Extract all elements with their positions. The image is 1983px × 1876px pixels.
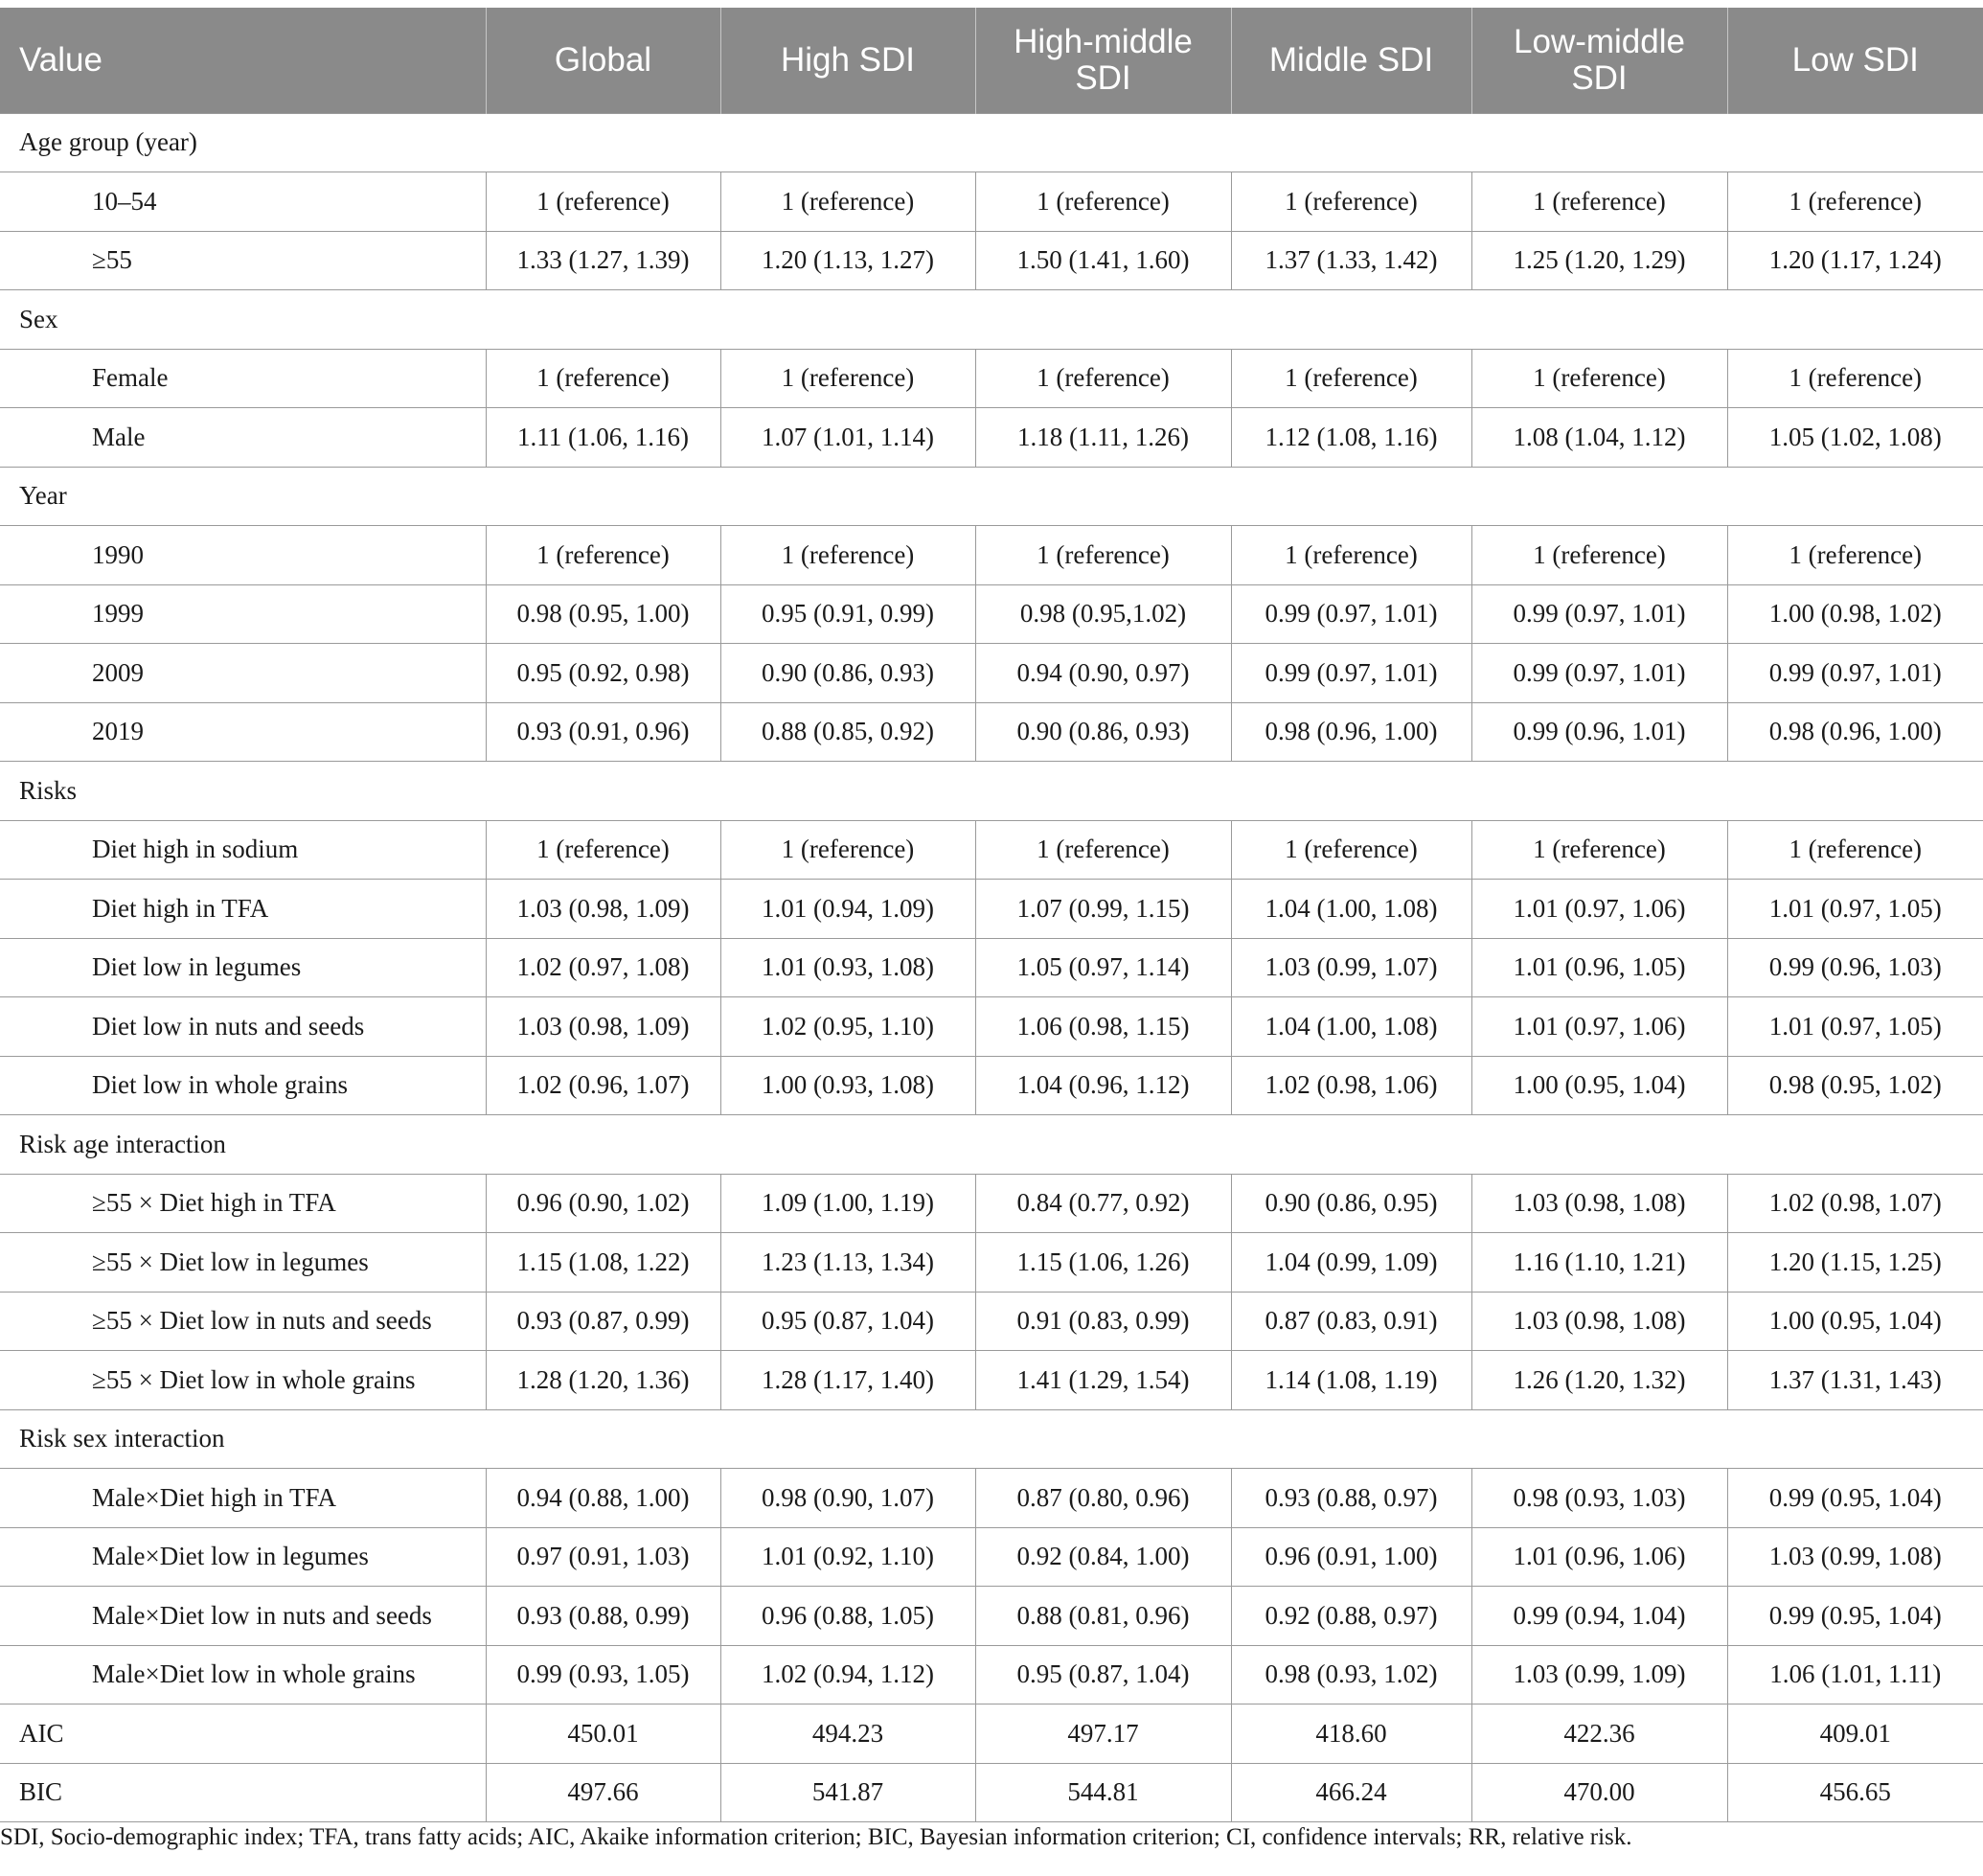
table-row bbox=[0, 644, 1983, 703]
cell-value: 0.94 (0.88, 1.00) bbox=[486, 1469, 720, 1528]
cell-value: 1 (reference) bbox=[975, 820, 1231, 880]
cell-value: 494.23 bbox=[720, 1704, 975, 1764]
table-row bbox=[0, 1233, 1983, 1293]
cell-value: 1.33 (1.27, 1.39) bbox=[486, 231, 720, 290]
table-row bbox=[0, 1763, 1983, 1822]
row-label: Male bbox=[0, 408, 486, 468]
cell-value: 1.06 (1.01, 1.11) bbox=[1727, 1645, 1983, 1704]
cell-value: 1.41 (1.29, 1.54) bbox=[975, 1351, 1231, 1410]
cell-value: 497.17 bbox=[975, 1704, 1231, 1764]
table-row bbox=[0, 702, 1983, 762]
cell-value: 1.16 (1.10, 1.21) bbox=[1471, 1233, 1727, 1293]
table-row bbox=[0, 1292, 1983, 1351]
cell-value: 1.04 (0.96, 1.12) bbox=[975, 1056, 1231, 1115]
cell-value: 1.00 (0.95, 1.04) bbox=[1471, 1056, 1727, 1115]
table-row bbox=[0, 1645, 1983, 1704]
cell-value: 1.11 (1.06, 1.16) bbox=[486, 408, 720, 468]
cell-value: 0.99 (0.96, 1.03) bbox=[1727, 938, 1983, 997]
cell-value: 1.04 (1.00, 1.08) bbox=[1231, 997, 1471, 1057]
table-row bbox=[0, 349, 1983, 408]
cell-value: 0.99 (0.94, 1.04) bbox=[1471, 1587, 1727, 1646]
results-table bbox=[0, 8, 1983, 1822]
cell-value: 1.00 (0.93, 1.08) bbox=[720, 1056, 975, 1115]
row-label: Diet high in TFA bbox=[0, 880, 486, 939]
cell-value: 0.88 (0.85, 0.92) bbox=[720, 702, 975, 762]
cell-value: 1.04 (1.00, 1.08) bbox=[1231, 880, 1471, 939]
cell-value: 1 (reference) bbox=[1231, 172, 1471, 232]
row-label: AIC bbox=[0, 1704, 486, 1764]
cell-value: 1.23 (1.13, 1.34) bbox=[720, 1233, 975, 1293]
cell-value: 466.24 bbox=[1231, 1763, 1471, 1822]
header-low-middle-sdi: Low-middle SDI bbox=[1471, 8, 1727, 113]
row-label: Male×Diet low in legumes bbox=[0, 1527, 486, 1587]
header-value: Value bbox=[0, 8, 486, 113]
cell-value: 1.08 (1.04, 1.12) bbox=[1471, 408, 1727, 468]
cell-value: 1 (reference) bbox=[720, 820, 975, 880]
table-row bbox=[0, 1704, 1983, 1764]
row-label: Diet low in whole grains bbox=[0, 1056, 486, 1115]
cell-value: 1 (reference) bbox=[1471, 172, 1727, 232]
cell-value: 1 (reference) bbox=[486, 349, 720, 408]
cell-value: 0.93 (0.91, 0.96) bbox=[486, 702, 720, 762]
cell-value: 1.06 (0.98, 1.15) bbox=[975, 997, 1231, 1057]
cell-value: 0.99 (0.96, 1.01) bbox=[1471, 702, 1727, 762]
cell-value: 0.95 (0.87, 1.04) bbox=[975, 1645, 1231, 1704]
row-label: Female bbox=[0, 349, 486, 408]
section-label: Risks bbox=[0, 762, 1983, 821]
cell-value: 1 (reference) bbox=[720, 526, 975, 585]
section-row bbox=[0, 1115, 1983, 1175]
cell-value: 0.95 (0.92, 0.98) bbox=[486, 644, 720, 703]
cell-value: 1.12 (1.08, 1.16) bbox=[1231, 408, 1471, 468]
cell-value: 1 (reference) bbox=[486, 172, 720, 232]
cell-value: 1.03 (0.98, 1.09) bbox=[486, 997, 720, 1057]
table-row bbox=[0, 1587, 1983, 1646]
cell-value: 1.01 (0.96, 1.06) bbox=[1471, 1527, 1727, 1587]
row-label: 1990 bbox=[0, 526, 486, 585]
cell-value: 1.05 (0.97, 1.14) bbox=[975, 938, 1231, 997]
cell-value: 0.88 (0.81, 0.96) bbox=[975, 1587, 1231, 1646]
row-label: 2009 bbox=[0, 644, 486, 703]
cell-value: 1.26 (1.20, 1.32) bbox=[1471, 1351, 1727, 1410]
cell-value: 1 (reference) bbox=[1231, 820, 1471, 880]
table-row bbox=[0, 526, 1983, 585]
header-middle-sdi: Middle SDI bbox=[1231, 8, 1471, 113]
cell-value: 1.15 (1.08, 1.22) bbox=[486, 1233, 720, 1293]
cell-value: 0.99 (0.97, 1.01) bbox=[1231, 584, 1471, 644]
cell-value: 0.87 (0.80, 0.96) bbox=[975, 1469, 1231, 1528]
cell-value: 1.04 (0.99, 1.09) bbox=[1231, 1233, 1471, 1293]
cell-value: 1.09 (1.00, 1.19) bbox=[720, 1174, 975, 1233]
cell-value: 1.03 (0.98, 1.08) bbox=[1471, 1292, 1727, 1351]
row-label: Diet low in nuts and seeds bbox=[0, 997, 486, 1057]
row-label: 1999 bbox=[0, 584, 486, 644]
section-row bbox=[0, 290, 1983, 350]
cell-value: 1 (reference) bbox=[1471, 820, 1727, 880]
cell-value: 0.99 (0.97, 1.01) bbox=[1231, 644, 1471, 703]
cell-value: 0.95 (0.87, 1.04) bbox=[720, 1292, 975, 1351]
cell-value: 418.60 bbox=[1231, 1704, 1471, 1764]
cell-value: 1 (reference) bbox=[975, 526, 1231, 585]
header-low-sdi: Low SDI bbox=[1727, 8, 1983, 113]
row-label: Diet low in legumes bbox=[0, 938, 486, 997]
row-label: Male×Diet low in whole grains bbox=[0, 1645, 486, 1704]
table-row bbox=[0, 1056, 1983, 1115]
cell-value: 0.99 (0.97, 1.01) bbox=[1471, 584, 1727, 644]
cell-value: 497.66 bbox=[486, 1763, 720, 1822]
table-row bbox=[0, 172, 1983, 232]
cell-value: 1 (reference) bbox=[1231, 349, 1471, 408]
cell-value: 1.03 (0.99, 1.08) bbox=[1727, 1527, 1983, 1587]
section-row bbox=[0, 1409, 1983, 1469]
cell-value: 1.00 (0.95, 1.04) bbox=[1727, 1292, 1983, 1351]
cell-value: 0.98 (0.90, 1.07) bbox=[720, 1469, 975, 1528]
cell-value: 0.98 (0.93, 1.03) bbox=[1471, 1469, 1727, 1528]
cell-value: 1.20 (1.17, 1.24) bbox=[1727, 231, 1983, 290]
cell-value: 1 (reference) bbox=[1727, 820, 1983, 880]
section-label: Age group (year) bbox=[0, 113, 1983, 172]
section-label: Year bbox=[0, 467, 1983, 526]
row-label: 10–54 bbox=[0, 172, 486, 232]
cell-value: 0.93 (0.87, 0.99) bbox=[486, 1292, 720, 1351]
row-label: Male×Diet high in TFA bbox=[0, 1469, 486, 1528]
cell-value: 0.94 (0.90, 0.97) bbox=[975, 644, 1231, 703]
table-header bbox=[0, 8, 1983, 113]
cell-value: 1.50 (1.41, 1.60) bbox=[975, 231, 1231, 290]
cell-value: 1.01 (0.97, 1.06) bbox=[1471, 880, 1727, 939]
cell-value: 0.99 (0.97, 1.01) bbox=[1471, 644, 1727, 703]
cell-value: 0.99 (0.95, 1.04) bbox=[1727, 1469, 1983, 1528]
cell-value: 1.15 (1.06, 1.26) bbox=[975, 1233, 1231, 1293]
cell-value: 1.01 (0.92, 1.10) bbox=[720, 1527, 975, 1587]
cell-value: 1 (reference) bbox=[720, 172, 975, 232]
table-row bbox=[0, 1351, 1983, 1410]
cell-value: 1.01 (0.96, 1.05) bbox=[1471, 938, 1727, 997]
cell-value: 1.02 (0.95, 1.10) bbox=[720, 997, 975, 1057]
row-label: ≥55 × Diet low in whole grains bbox=[0, 1351, 486, 1410]
cell-value: 1 (reference) bbox=[975, 349, 1231, 408]
cell-value: 0.84 (0.77, 0.92) bbox=[975, 1174, 1231, 1233]
cell-value: 1.07 (1.01, 1.14) bbox=[720, 408, 975, 468]
row-label: ≥55 × Diet low in nuts and seeds bbox=[0, 1292, 486, 1351]
cell-value: 0.90 (0.86, 0.93) bbox=[720, 644, 975, 703]
cell-value: 0.87 (0.83, 0.91) bbox=[1231, 1292, 1471, 1351]
cell-value: 1.02 (0.94, 1.12) bbox=[720, 1645, 975, 1704]
cell-value: 0.99 (0.95, 1.04) bbox=[1727, 1587, 1983, 1646]
table-row bbox=[0, 997, 1983, 1057]
cell-value: 1.00 (0.98, 1.02) bbox=[1727, 584, 1983, 644]
cell-value: 1.02 (0.97, 1.08) bbox=[486, 938, 720, 997]
section-label: Risk sex interaction bbox=[0, 1409, 1983, 1469]
table-row bbox=[0, 1174, 1983, 1233]
cell-value: 1.03 (0.99, 1.09) bbox=[1471, 1645, 1727, 1704]
cell-value: 1.01 (0.97, 1.05) bbox=[1727, 997, 1983, 1057]
cell-value: 1 (reference) bbox=[1471, 349, 1727, 408]
cell-value: 1.28 (1.17, 1.40) bbox=[720, 1351, 975, 1410]
section-row bbox=[0, 467, 1983, 526]
cell-value: 0.90 (0.86, 0.95) bbox=[1231, 1174, 1471, 1233]
section-label: Sex bbox=[0, 290, 1983, 350]
table-row bbox=[0, 938, 1983, 997]
cell-value: 1 (reference) bbox=[1727, 526, 1983, 585]
cell-value: 1.01 (0.93, 1.08) bbox=[720, 938, 975, 997]
cell-value: 0.98 (0.95, 1.02) bbox=[1727, 1056, 1983, 1115]
cell-value: 0.98 (0.93, 1.02) bbox=[1231, 1645, 1471, 1704]
cell-value: 409.01 bbox=[1727, 1704, 1983, 1764]
cell-value: 1.37 (1.33, 1.42) bbox=[1231, 231, 1471, 290]
cell-value: 1.18 (1.11, 1.26) bbox=[975, 408, 1231, 468]
cell-value: 456.65 bbox=[1727, 1763, 1983, 1822]
cell-value: 544.81 bbox=[975, 1763, 1231, 1822]
cell-value: 1.02 (0.96, 1.07) bbox=[486, 1056, 720, 1115]
cell-value: 1 (reference) bbox=[486, 526, 720, 585]
cell-value: 0.91 (0.83, 0.99) bbox=[975, 1292, 1231, 1351]
cell-value: 1 (reference) bbox=[1727, 349, 1983, 408]
table-row bbox=[0, 584, 1983, 644]
cell-value: 1.02 (0.98, 1.07) bbox=[1727, 1174, 1983, 1233]
section-row bbox=[0, 113, 1983, 172]
row-label: BIC bbox=[0, 1763, 486, 1822]
cell-value: 1.01 (0.97, 1.05) bbox=[1727, 880, 1983, 939]
cell-value: 0.93 (0.88, 0.99) bbox=[486, 1587, 720, 1646]
table-row bbox=[0, 880, 1983, 939]
cell-value: 0.96 (0.90, 1.02) bbox=[486, 1174, 720, 1233]
cell-value: 0.95 (0.91, 0.99) bbox=[720, 584, 975, 644]
header-global: Global bbox=[486, 8, 720, 113]
cell-value: 450.01 bbox=[486, 1704, 720, 1764]
table-row bbox=[0, 408, 1983, 468]
row-label: ≥55 bbox=[0, 231, 486, 290]
cell-value: 0.98 (0.96, 1.00) bbox=[1727, 702, 1983, 762]
cell-value: 1 (reference) bbox=[1471, 526, 1727, 585]
cell-value: 1 (reference) bbox=[1727, 172, 1983, 232]
cell-value: 1.05 (1.02, 1.08) bbox=[1727, 408, 1983, 468]
table-body bbox=[0, 113, 1983, 1822]
section-row bbox=[0, 762, 1983, 821]
cell-value: 0.92 (0.84, 1.00) bbox=[975, 1527, 1231, 1587]
cell-value: 1.03 (0.99, 1.07) bbox=[1231, 938, 1471, 997]
cell-value: 541.87 bbox=[720, 1763, 975, 1822]
cell-value: 0.99 (0.97, 1.01) bbox=[1727, 644, 1983, 703]
cell-value: 470.00 bbox=[1471, 1763, 1727, 1822]
cell-value: 0.92 (0.88, 0.97) bbox=[1231, 1587, 1471, 1646]
header-high-middle-sdi: High-middle SDI bbox=[975, 8, 1231, 113]
cell-value: 0.96 (0.88, 1.05) bbox=[720, 1587, 975, 1646]
table-row bbox=[0, 1469, 1983, 1528]
cell-value: 1.02 (0.98, 1.06) bbox=[1231, 1056, 1471, 1115]
cell-value: 1.03 (0.98, 1.08) bbox=[1471, 1174, 1727, 1233]
row-label: Diet high in sodium bbox=[0, 820, 486, 880]
table-row bbox=[0, 1527, 1983, 1587]
cell-value: 422.36 bbox=[1471, 1704, 1727, 1764]
cell-value: 1.28 (1.20, 1.36) bbox=[486, 1351, 720, 1410]
cell-value: 1.03 (0.98, 1.09) bbox=[486, 880, 720, 939]
cell-value: 0.99 (0.93, 1.05) bbox=[486, 1645, 720, 1704]
cell-value: 1 (reference) bbox=[975, 172, 1231, 232]
cell-value: 0.98 (0.95,1.02) bbox=[975, 584, 1231, 644]
row-label: ≥55 × Diet high in TFA bbox=[0, 1174, 486, 1233]
header-high-sdi: High SDI bbox=[720, 8, 975, 113]
cell-value: 1 (reference) bbox=[1231, 526, 1471, 585]
cell-value: 0.93 (0.88, 0.97) bbox=[1231, 1469, 1471, 1528]
cell-value: 1.07 (0.99, 1.15) bbox=[975, 880, 1231, 939]
table-row bbox=[0, 820, 1983, 880]
cell-value: 1.01 (0.97, 1.06) bbox=[1471, 997, 1727, 1057]
cell-value: 0.90 (0.86, 0.93) bbox=[975, 702, 1231, 762]
cell-value: 1.25 (1.20, 1.29) bbox=[1471, 231, 1727, 290]
cell-value: 1.20 (1.13, 1.27) bbox=[720, 231, 975, 290]
results-table-container bbox=[0, 8, 1983, 1822]
row-label: 2019 bbox=[0, 702, 486, 762]
table-footnote: SDI, Socio-demographic index; TFA, trans fatty acids; AIC, Akaike information criterion; BIC, Bayesian information criterion; CI, confidence intervals; RR, relative risk. bbox=[0, 1824, 1632, 1850]
cell-value: 1 (reference) bbox=[486, 820, 720, 880]
cell-value: 1.01 (0.94, 1.09) bbox=[720, 880, 975, 939]
header-row bbox=[0, 8, 1983, 113]
row-label: ≥55 × Diet low in legumes bbox=[0, 1233, 486, 1293]
cell-value: 1.37 (1.31, 1.43) bbox=[1727, 1351, 1983, 1410]
cell-value: 1.14 (1.08, 1.19) bbox=[1231, 1351, 1471, 1410]
cell-value: 0.96 (0.91, 1.00) bbox=[1231, 1527, 1471, 1587]
table-row bbox=[0, 231, 1983, 290]
cell-value: 0.98 (0.96, 1.00) bbox=[1231, 702, 1471, 762]
section-label: Risk age interaction bbox=[0, 1115, 1983, 1175]
cell-value: 0.98 (0.95, 1.00) bbox=[486, 584, 720, 644]
cell-value: 1 (reference) bbox=[720, 349, 975, 408]
cell-value: 0.97 (0.91, 1.03) bbox=[486, 1527, 720, 1587]
cell-value: 1.20 (1.15, 1.25) bbox=[1727, 1233, 1983, 1293]
row-label: Male×Diet low in nuts and seeds bbox=[0, 1587, 486, 1646]
